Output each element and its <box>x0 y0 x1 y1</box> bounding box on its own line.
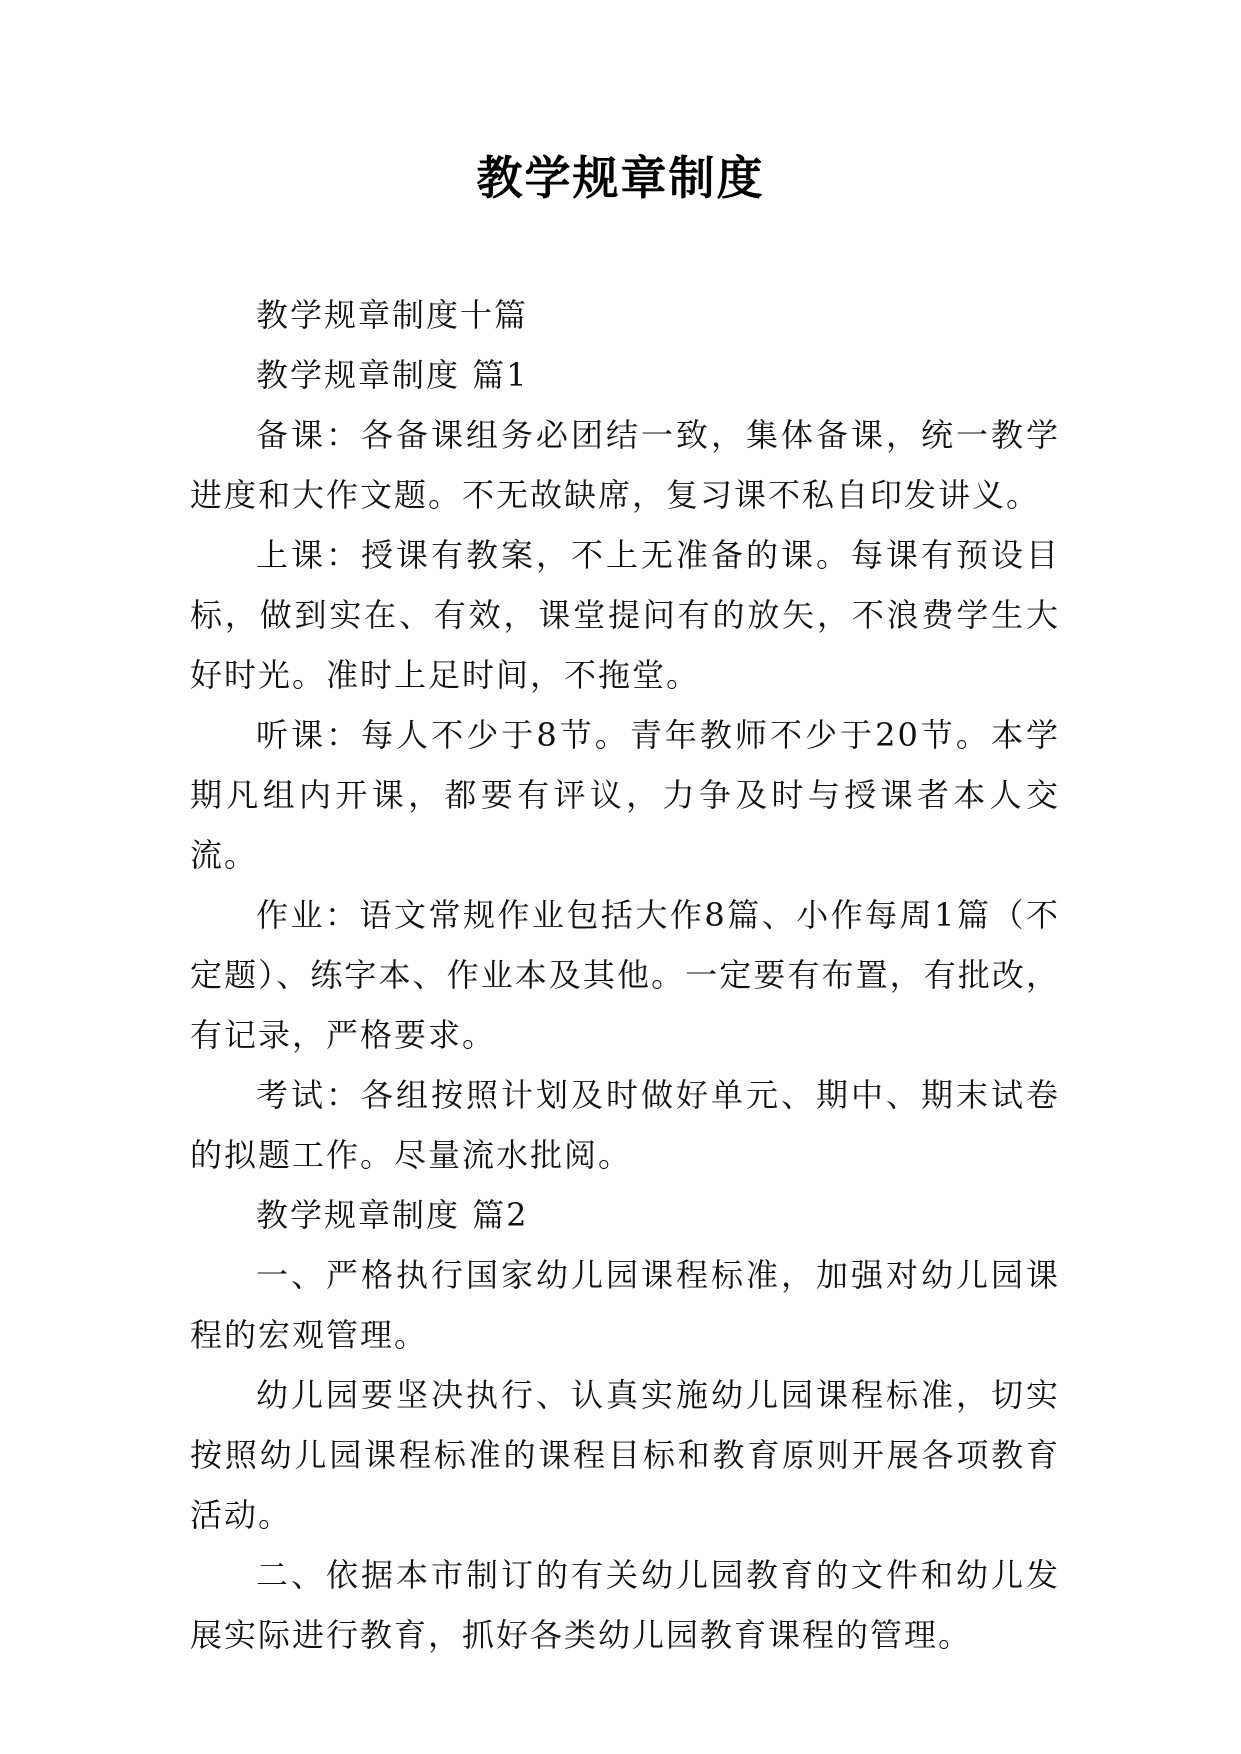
paragraph-heading: 教学规章制度十篇 <box>256 296 529 334</box>
paragraph: 备课：各备课组务必团结一致，集体备课，统一教学进度和大作文题。不无故缺席，复习课不私自印发讲义。 <box>190 416 1060 514</box>
document-body <box>190 285 1060 1665</box>
section-heading: 教学规章制度 篇2 <box>256 1196 529 1234</box>
paragraph: 作业：语文常规作业包括大作8篇、小作每周1篇（不定题）、练字本、作业本及其他。一定要有布置，有批改，有记录，严格要求。 <box>190 896 1060 1054</box>
paragraph: 考试：各组按照计划及时做好单元、期中、期末试卷的拟题工作。尽量流水批阅。 <box>190 1076 1060 1174</box>
paragraph: 上课：授课有教案，不上无准备的课。每课有预设目标，做到实在、有效，课堂提问有的放矢，不浪费学生大好时光。准时上足时间，不拖堂。 <box>190 536 1060 694</box>
paragraph: 一、严格执行国家幼儿园课程标准，加强对幼儿园课程的宏观管理。 <box>190 1256 1060 1354</box>
document-title: 教学规章制度 <box>476 151 765 205</box>
paragraph: 二、依据本市制订的有关幼儿园教育的文件和幼儿发展实际进行教育，抓好各类幼儿园教育课程的管理。 <box>190 1556 1060 1654</box>
section-heading: 教学规章制度 篇1 <box>256 356 529 394</box>
paragraph: 听课：每人不少于8节。青年教师不少于20节。本学期凡组内开课，都要有评议，力争及时与授课者本人交流。 <box>190 716 1060 874</box>
paragraph: 幼儿园要坚决执行、认真实施幼儿园课程标准，切实按照幼儿园课程标准的课程目标和教育原则开展各项教育活动。 <box>190 1376 1060 1534</box>
